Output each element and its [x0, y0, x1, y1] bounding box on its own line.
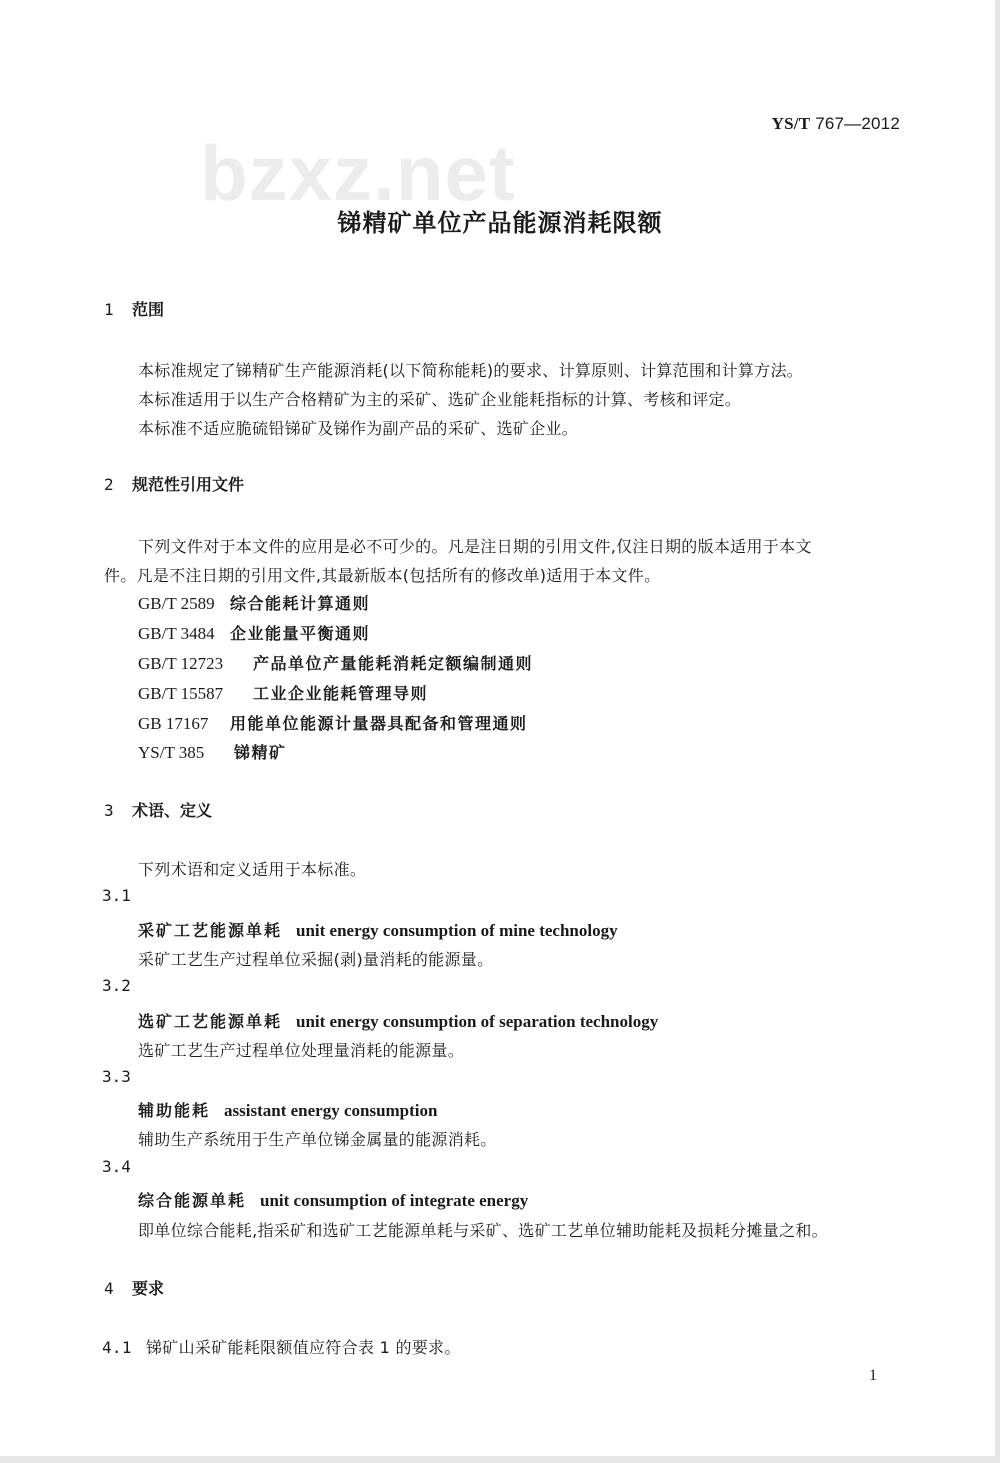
term-number: 3.2 [102, 976, 131, 995]
reference-item: GB/T 3484 企业能量平衡通则 [138, 624, 371, 643]
reference-item: GB/T 12723 产品单位产量能耗消耗定额编制通则 [138, 654, 534, 673]
term-title: 辅助能耗 assistant energy consumption [138, 1101, 438, 1120]
scope-para-2: 本标准适用于以生产合格精矿为主的采矿、选矿企业能耗指标的计算、考核和评定。 [138, 390, 742, 409]
scope-para-3: 本标准不适应脆硫铅锑矿及锑作为副产品的采矿、选矿企业。 [138, 419, 579, 438]
term-definition: 采矿工艺生产过程单位采掘(剥)量消耗的能源量。 [138, 950, 494, 969]
term-title: 综合能源单耗 unit consumption of integrate energy [138, 1191, 529, 1210]
section-3-heading: 3 术语、定义 [104, 801, 213, 820]
term-title: 选矿工艺能源单耗 unit energy consumption of separation technology [138, 1012, 659, 1031]
term-number: 3.4 [102, 1157, 131, 1176]
refs-intro-line-2: 件。凡是不注日期的引用文件,其最新版本(包括所有的修改单)适用于本文件。 [104, 566, 661, 585]
section-4-heading: 4 要求 [104, 1279, 165, 1298]
standard-code [772, 114, 900, 134]
term-definition: 即单位综合能耗,指采矿和选矿工艺能源单耗与采矿、选矿工艺单位辅助能耗及损耗分摊量之和。 [138, 1221, 828, 1240]
reference-item: GB/T 15587 工业企业能耗管理导则 [138, 684, 429, 703]
term-title: 采矿工艺能源单耗 unit energy consumption of mine technology [138, 921, 618, 940]
reference-item: GB/T 2589 综合能耗计算通则 [138, 594, 371, 613]
term-number: 3.1 [102, 886, 131, 905]
reference-item: GB 17167 用能单位能源计量器具配备和管理通则 [138, 714, 528, 733]
standard-number: 767—2012 [815, 114, 900, 133]
reference-item: YS/T 385 锑精矿 [138, 743, 287, 762]
section-2-heading: 2 规范性引用文件 [104, 475, 245, 494]
term-definition: 辅助生产系统用于生产单位锑金属量的能源消耗。 [138, 1130, 497, 1149]
scope-para-1: 本标准规定了锑精矿生产能源消耗(以下简称能耗)的要求、计算原则、计算范围和计算方法。 [138, 361, 804, 380]
terms-intro: 下列术语和定义适用于本标准。 [138, 860, 367, 879]
document-title: 锑精矿单位产品能源消耗限额 [337, 209, 663, 237]
section-1-heading: 1 范围 [104, 300, 165, 319]
refs-intro-line-1: 下列文件对于本文件的应用是必不可少的。凡是注日期的引用文件,仅注日期的版本适用于本文 [138, 537, 812, 556]
term-number: 3.3 [102, 1067, 131, 1086]
standard-prefix: YS/T [771, 114, 811, 133]
clause-4-1: 4.1 锑矿山采矿能耗限额值应符合表 1 的要求。 [102, 1338, 461, 1357]
page-number: 1 [869, 1367, 877, 1384]
term-definition: 选矿工艺生产过程单位处理量消耗的能源量。 [138, 1041, 465, 1060]
watermark: bzxz.net [200, 129, 516, 217]
